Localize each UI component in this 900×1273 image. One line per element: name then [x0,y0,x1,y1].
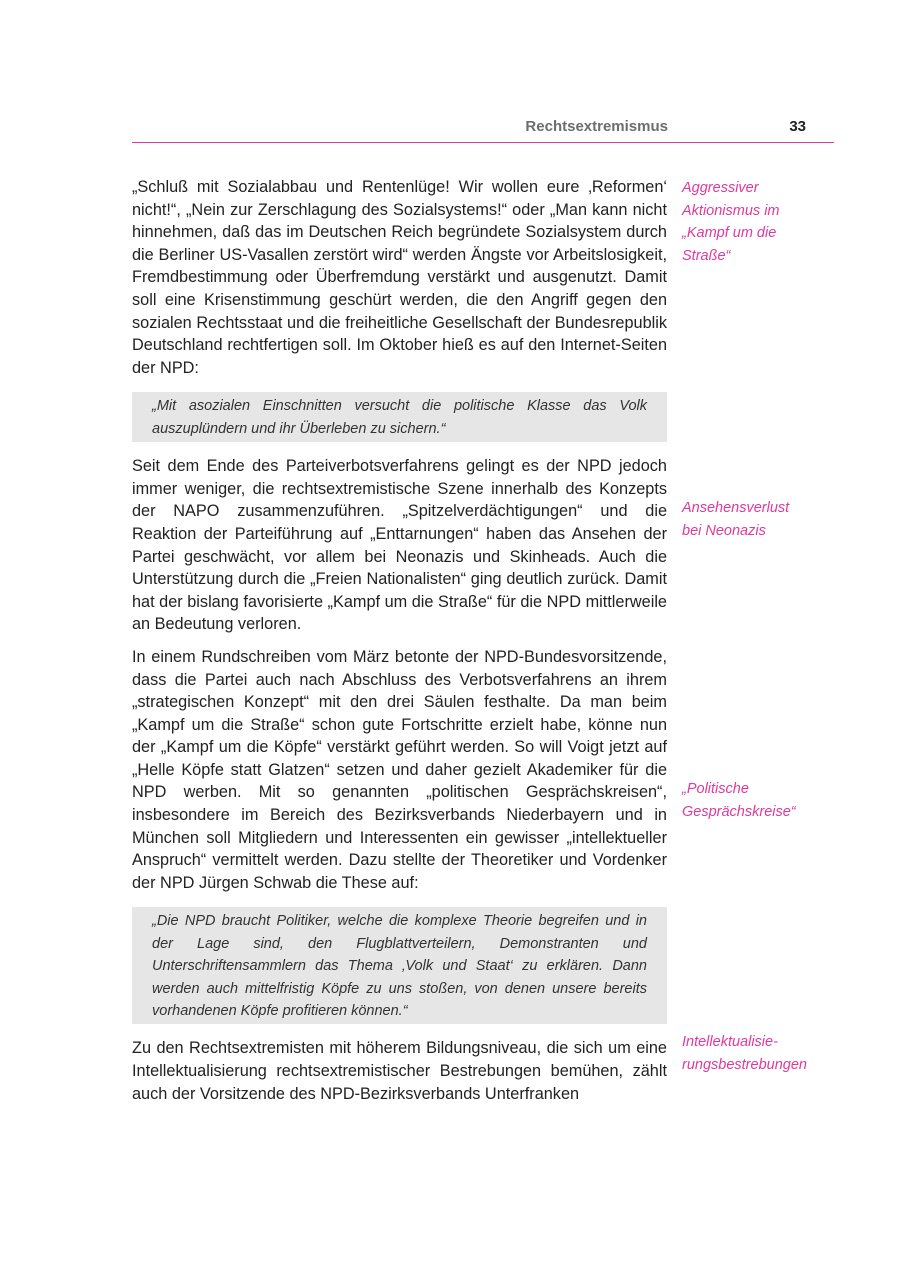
margin-note-intellektualisierung [682,1031,832,1076]
block-quote-2-text: „Die NPD braucht Politiker, welche die komplexe Theorie begreifen und in der Lage sind, den Flugblattverteilern, Demonstranten und Unterschriftensammlern das Thema ‚Volk und Staat‘ zu erklären. Dann werden auch mittelfristig Köpfe zu uns stoßen, von denen unsere bereits vorhandenen Köpfe profitieren können.“ [152,913,647,1020]
margin-note-line: Gesprächskreise“ [682,803,796,820]
margin-note-line: bei Neonazis [682,522,766,539]
margin-note-ansehensverlust [682,497,832,542]
margin-note-line: Aktionismus im [682,202,780,219]
block-quote-1-text: „Mit asozialen Einschnitten versucht die politische Klasse das Volk auszuplündern und ihr Überleben zu sichern.“ [152,398,647,437]
running-header-title: Rechtsextremismus [525,118,668,135]
margin-note-line: Intellektualisie- [682,1034,778,1050]
margin-note-line: Straße“ [682,247,731,264]
margin-note-politische-gespraechskreise [682,778,832,823]
main-text-column [132,176,667,1105]
page-number: 33 [789,118,806,135]
margin-note-line: „Kampf um die [682,225,777,241]
body-paragraph-2: Seit dem Ende des Parteiverbotsverfahrens gelingt es der NPD jedoch immer weniger, die rechtsextremistische Szene innerhalb des Konzepts der NAPO zusammenzuführen. „Spitzelverdächtigungen“ und die Reaktion der Parteiführung auf „Enttarnungen“ haben das Ansehen der Partei geschwächt, vor allem bei Neonazis und Skinheads. Auch die Unterstützung durch die „Freien Nationalisten“ ging deutlich zurück. Damit hat der bislang favorisierte „Kampf um die Straße“ für die NPD mittlerweile an Bedeutung verloren. [132,457,667,634]
block-quote-2 [132,907,667,1024]
margin-note-line: Ansehensverlust [682,500,790,516]
margin-note-line: rungsbestrebungen [682,1056,807,1073]
body-paragraph-1: „Schluß mit Sozialabbau und Rentenlüge! Wir wollen eure ‚Reformen‘ nicht!“, „Nein zur Zerschlagung des Sozialsystems!“ oder „Man kann nicht hinnehmen, daß das im Deutschen Reich begründete Sozialsystem durch die Berliner US-Vasallen zerstört wird“ werden Ängste vor Arbeitslosigkeit, Fremdbestimmung oder Überfremdung verstärkt und ausgenutzt. Damit soll eine Krisenstimmung geschürt werden, die den Angriff gegen den sozialen Rechtsstaat und die freiheitliche Gesellschaft der Bundesrepublik Deutschland rechtfertigen soll. Im Oktober hieß es auf den Internet-Seiten der NPD: [132,178,667,377]
margin-note-line: Aggressiver [682,180,759,196]
running-header [132,116,834,143]
margin-note-aggressiver-aktionismus [682,177,832,267]
block-quote-1 [132,392,667,442]
body-paragraph-3: In einem Rundschreiben vom März betonte der NPD-Bundesvorsitzende, dass die Partei auch nach Abschluss des Verbotsverfahrens an ihrem „strategischen Konzept“ mit den drei Säulen festhalte. Da man beim „Kampf um die Straße“ schon gute Fortschritte erzielt habe, könne nun der „Kampf um die Köpfe“ verstärkt geführt werden. So will Voigt jetzt auf „Helle Köpfe statt Glatzen“ setzen und daher gezielt Akademiker für die NPD werben. Mit so genannten „politischen Gesprächskreisen“, insbesondere im Bereich des Bezirksverbands Niederbayern und in München soll Mitgliedern und Interessenten ein gewisser „intellektueller Anspruch“ vermittelt werden. Dazu stellte der Theoretiker und Vordenker der NPD Jürgen Schwab die These auf: [132,647,667,892]
margin-note-line: „Politische [682,781,749,797]
body-paragraph-4: Zu den Rechtsextremisten mit höherem Bildungsniveau, die sich um eine Intellektualisierung rechtsextremistischer Bestrebungen bemühen, zählt auch der Vorsitzende des NPD-Bezirksverbands Unterfranken [132,1039,667,1103]
